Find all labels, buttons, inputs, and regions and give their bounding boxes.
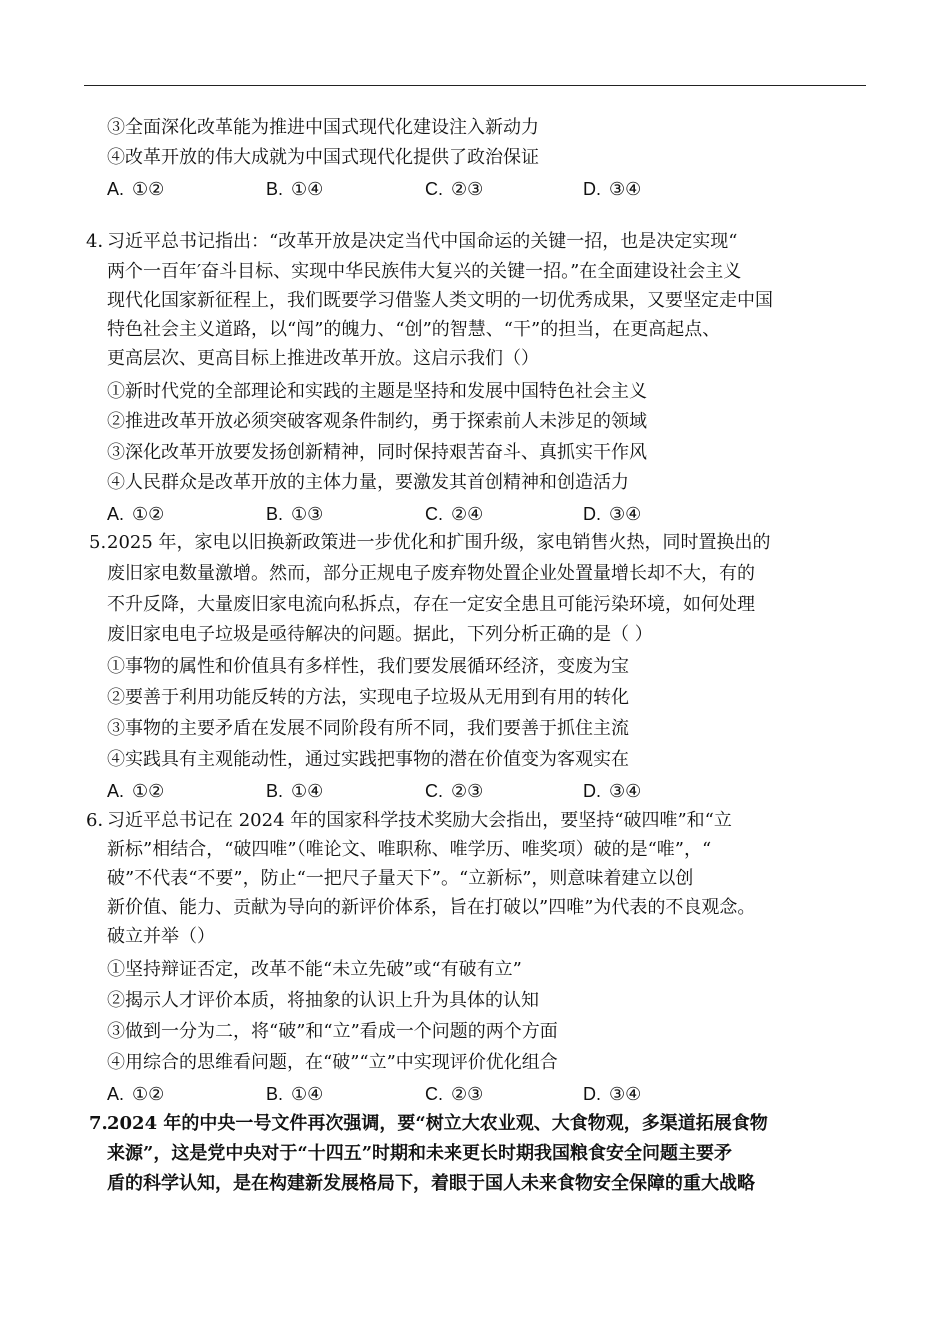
q5-stem-line-4: 废旧家电电子垃圾是亟待解决的问题。据此，下列分析正确的是（ ）: [107, 624, 653, 645]
q7-stem-line-3: 盾的科学认知，是在构建新发展格局下，着眼于国人未来食物安全保障的重大战略: [107, 1173, 755, 1194]
q6-number: 6．: [86, 810, 116, 831]
q3-option-a: A. ①②: [107, 179, 165, 200]
q5-stem-line-2: 废旧家电数量激增。然而，部分正规电子废弃物处置企业处置量增长却不大，有的: [107, 563, 755, 584]
q4-stem-line-4: 特色社会主义道路，以“闯”的魄力、“创”的智慧、“干”的担当，在更高起点、: [107, 319, 721, 340]
q7-stem-line-1: 2024 年的中央一号文件再次强调，要“树立大农业观、大食物观，多渠道拓展食物: [107, 1113, 768, 1134]
q5-item-1: ①事物的属性和价值具有多样性，我们要发展循环经济，变废为宝: [107, 656, 629, 677]
q5-item-4: ④实践具有主观能动性，通过实践把事物的潜在价值变为客观实在: [107, 749, 629, 770]
q6-option-b: B. ①④: [266, 1084, 324, 1105]
q6-option-a: A. ①②: [107, 1084, 165, 1105]
q5-item-2: ②要善于利用功能反转的方法，实现电子垃圾从无用到有用的转化: [107, 687, 629, 708]
q6-stem-line-5: 破立并举（）: [107, 926, 215, 947]
q6-item-3: ③做到一分为二，将“破”和“立”看成一个问题的两个方面: [107, 1021, 558, 1042]
q3-option-d: D. ③④: [583, 179, 642, 200]
q7-number: 7.: [89, 1113, 108, 1134]
q4-number: 4．: [86, 231, 116, 252]
q4-item-3: ③深化改革开放要发扬创新精神，同时保持艰苦奋斗、真抓实干作风: [107, 442, 647, 463]
q4-stem-line-3: 现代化国家新征程上，我们既要学习借鉴人类文明的一切优秀成果，又要坚定走中国: [107, 290, 773, 311]
q6-stem-line-4: 新价值、能力、贡献为导向的新评价体系，旨在打破以”四唯”为代表的不良观念。: [107, 897, 756, 918]
q6-item-4: ④用综合的思维看问题，在“破”“立”中实现评价优化组合: [107, 1052, 558, 1073]
q4-item-4: ④人民群众是改革开放的主体力量，要激发其首创精神和创造活力: [107, 472, 629, 493]
q3-option-b: B. ①④: [266, 179, 324, 200]
q5-stem-line-1: 2025 年，家电以旧换新政策进一步优化和扩围升级，家电销售火热，同时置换出的: [107, 532, 771, 553]
q4-stem-line-2: 两个一百年′奋斗目标、实现中华民族伟大复兴的关键一招。”在全面建设社会主义: [107, 261, 742, 282]
q6-item-1: ①坚持辩证否定，改革不能“未立先破”或“有破有立”: [107, 959, 522, 980]
q4-stem-line-5: 更高层次、更高目标上推进改革开放。这启示我们（）: [107, 348, 539, 369]
q4-item-1: ①新时代党的全部理论和实践的主题是坚持和发展中国特色社会主义: [107, 381, 647, 402]
q5-option-d: D. ③④: [583, 781, 642, 802]
q4-option-c: C. ②④: [425, 504, 484, 525]
q4-option-b: B. ①③: [266, 504, 324, 525]
q6-item-2: ②揭示人才评价本质，将抽象的认识上升为具体的认知: [107, 990, 539, 1011]
q6-stem-line-3: 破”不代表“不要”，防止“一把尺子量天下”。“立新标”，则意味着建立以创: [107, 868, 694, 889]
header-rule: [84, 85, 866, 86]
q3-item-3: ③全面深化改革能为推进中国式现代化建设注入新动力: [107, 117, 539, 138]
q4-option-a: A. ①②: [107, 504, 165, 525]
q7-stem-line-2: 来源”，这是党中央对于“十四五”时期和未来更长时期我国粮食安全问题主要矛: [107, 1143, 733, 1164]
q6-stem-line-1: 习近平总书记在 2024 年的国家科学技术奖励大会指出，要坚持“破四唯”和“立: [107, 810, 732, 831]
q6-option-d: D. ③④: [583, 1084, 642, 1105]
q5-option-a: A. ①②: [107, 781, 165, 802]
q4-item-2: ②推进改革开放必须突破客观条件制约，勇于探索前人未涉足的领域: [107, 411, 647, 432]
q5-stem-line-3: 不升反降，大量废旧家电流向私拆点，存在一定安全患且可能污染环境，如何处理: [107, 594, 755, 615]
q3-option-c: C. ②③: [425, 179, 484, 200]
q5-number: 5.: [89, 532, 107, 553]
q5-option-c: C. ②③: [425, 781, 484, 802]
q4-option-d: D. ③④: [583, 504, 642, 525]
q5-item-3: ③事物的主要矛盾在发展不同阶段有所不同，我们要善于抓住主流: [107, 718, 629, 739]
q4-stem-line-1: 习近平总书记指出：“改革开放是决定当代中国命运的关键一招，也是决定实现“: [107, 231, 738, 252]
q3-item-4: ④改革开放的伟大成就为中国式现代化提供了政治保证: [107, 147, 539, 168]
q6-stem-line-2: 新标”相结合，“破四唯”（唯论文、唯职称、唯学历、唯奖项）破的是“唯”，“: [107, 839, 712, 860]
q6-option-c: C. ②③: [425, 1084, 484, 1105]
q5-option-b: B. ①④: [266, 781, 324, 802]
